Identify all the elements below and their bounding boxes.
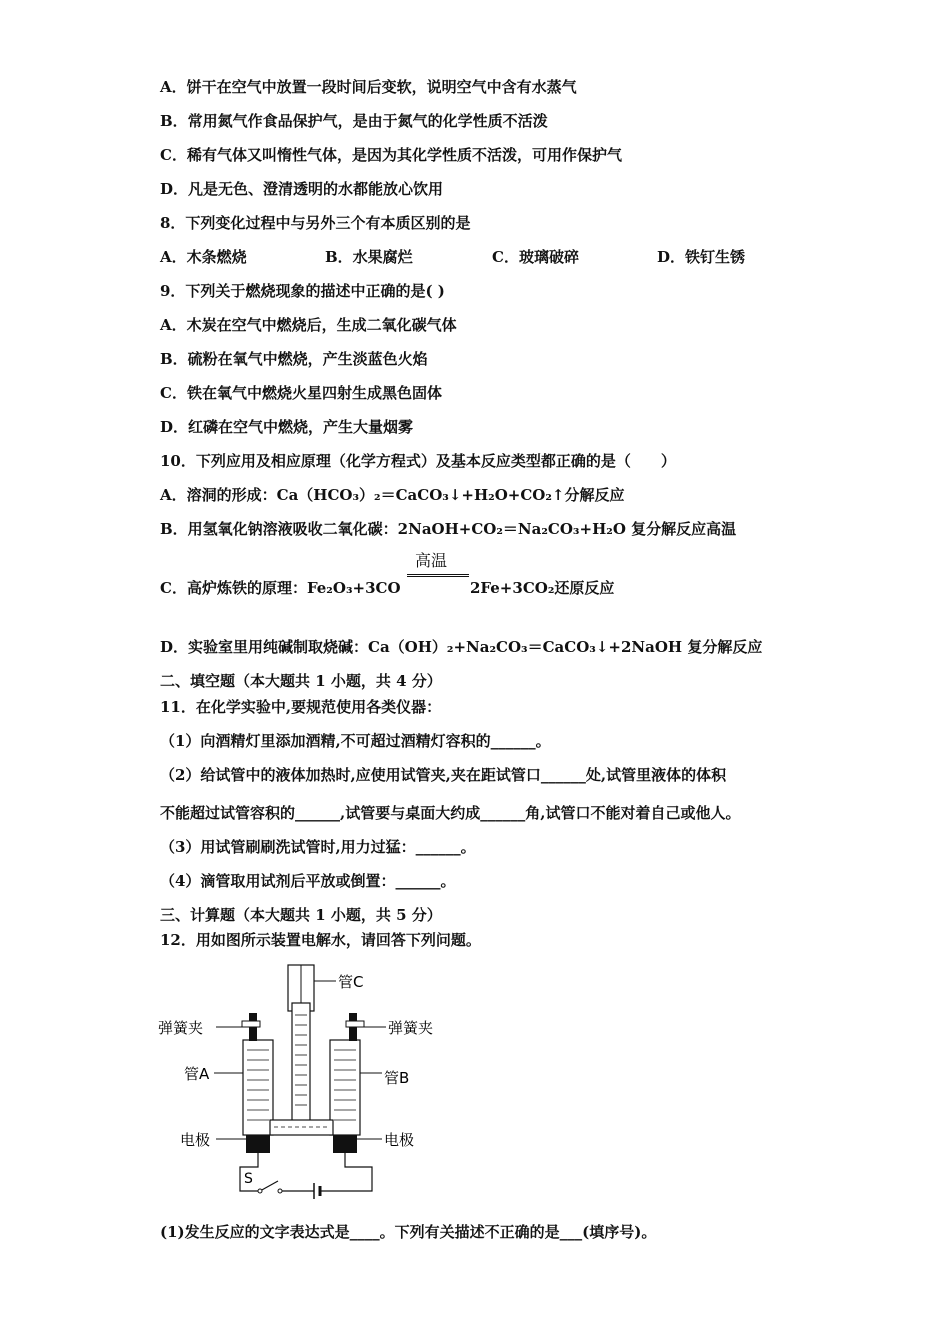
q12-stem: 12．用如图所示装置电解水，请回答下列问题。	[160, 931, 481, 949]
q10-stem: 10．下列应用及相应原理（化学方程式）及基本反应类型都正确的是（ ）	[160, 452, 676, 470]
q10-option-c-right: 2Fe+3CO₂还原反应	[470, 579, 615, 597]
q10-option-c-left: C．高炉炼铁的原理：Fe₂O₃+3CO	[160, 579, 401, 597]
label-tube-a: 管A	[184, 1065, 210, 1083]
reaction-arrow-line-2	[407, 576, 469, 577]
label-electrode-left: 电极	[180, 1131, 211, 1149]
section3-title: 三、计算题（本大题共 1 小题，共 5 分）	[160, 906, 442, 924]
q9-option-b: B．硫粉在氧气中燃烧，产生淡蓝色火焰	[160, 350, 428, 368]
q9-stem: 9．下列关于燃烧现象的描述中正确的是( )	[160, 282, 445, 300]
section2-title: 二、填空题（本大题共 1 小题，共 4 分）	[160, 672, 442, 690]
q9-option-c: C．铁在氧气中燃烧火星四射生成黑色固体	[160, 384, 442, 402]
q8-stem: 8．下列变化过程中与另外三个有本质区别的是	[160, 214, 471, 232]
q7-option-d: D．凡是无色、澄清透明的水都能放心饮用	[160, 180, 444, 198]
q7-option-b: B．常用氮气作食品保护气，是由于氮气的化学性质不活泼	[160, 112, 548, 130]
q11-part3: （3）用试管刷刷洗试管时,用力过猛：______。	[160, 838, 476, 856]
q10-option-a: A．溶洞的形成：Ca（HCO₃）₂＝CaCO₃↓+H₂O+CO₂↑分解反应	[160, 486, 625, 504]
q8-option-a: A．木条燃烧	[160, 248, 247, 266]
label-switch: S	[244, 1171, 253, 1187]
q11-part2-line2: 不能超过试管容积的______,试管要与桌面大约成______角,试管口不能对着自己或他人。	[160, 804, 741, 822]
label-tube-c: 管C	[338, 973, 364, 991]
q11-stem: 11．在化学实验中,要规范使用各类仪器：	[160, 698, 442, 716]
q8-option-b: B．水果腐烂	[325, 248, 413, 266]
q10-option-d: D．实验室里用纯碱制取烧碱：Ca（OH）₂+Na₂CO₃＝CaCO₃↓+2NaOH 复分解反应	[160, 638, 763, 656]
label-clamp-right: 弹簧夹	[388, 1019, 434, 1037]
label-electrode-right: 电极	[384, 1131, 415, 1149]
q7-option-a: A．饼干在空气中放置一段时间后变软，说明空气中含有水蒸气	[160, 78, 577, 96]
q11-part1: （1）向酒精灯里添加酒精,不可超过酒精灯容积的______。	[160, 732, 551, 750]
electrolysis-apparatus-diagram	[150, 955, 450, 1200]
q9-option-a: A．木炭在空气中燃烧后，生成二氧化碳气体	[160, 316, 457, 334]
q11-part4: （4）滴管取用试剂后平放或倒置：______。	[160, 872, 456, 890]
reaction-arrow-line	[407, 574, 469, 575]
q8-option-c: C．玻璃破碎	[492, 248, 579, 266]
q7-option-c: C．稀有气体又叫惰性气体，是因为其化学性质不活泼，可用作保护气	[160, 146, 622, 164]
q10-option-b: B．用氢氧化钠溶液吸收二氧化碳：2NaOH+CO₂＝Na₂CO₃+H₂O 复分解反应高温	[160, 520, 737, 538]
q12-sub1: (1)发生反应的文字表达式是____。下列有关描述不正确的是___(填序号)。	[160, 1223, 657, 1241]
label-tube-b: 管B	[384, 1069, 410, 1087]
q11-part2-line1: （2）给试管中的液体加热时,应使用试管夹,夹在距试管口______处,试管里液体的体积	[160, 766, 727, 784]
q9-option-d: D．红磷在空气中燃烧，产生大量烟雾	[160, 418, 414, 436]
label-clamp-left: 弹簧夹	[158, 1019, 204, 1037]
q8-option-d: D．铁钉生锈	[657, 248, 746, 266]
q10-reaction-condition: 高温	[415, 551, 448, 570]
